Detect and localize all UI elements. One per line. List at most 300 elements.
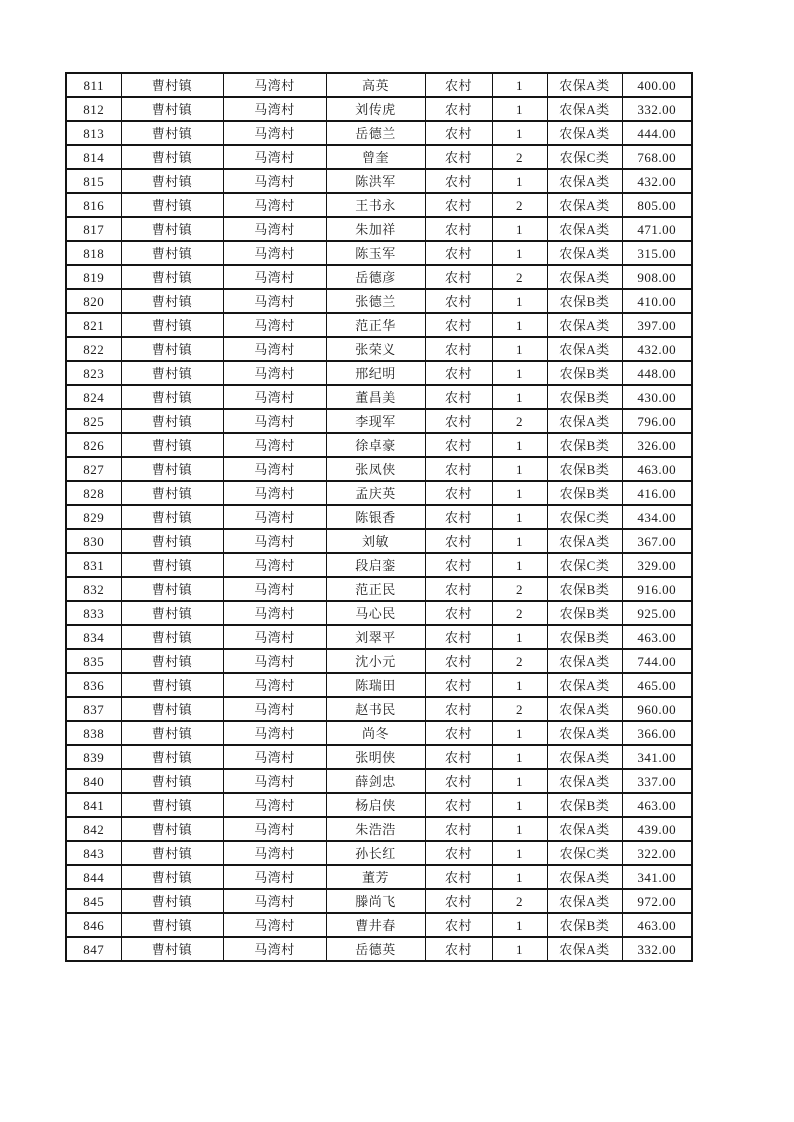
cell-category: 农村 (425, 649, 492, 673)
cell-person-name: 刘翠平 (326, 625, 425, 649)
cell-category: 农村 (425, 385, 492, 409)
cell-village: 马湾村 (223, 481, 326, 505)
cell-village: 马湾村 (223, 505, 326, 529)
table-row (66, 529, 692, 553)
table-row (66, 121, 692, 145)
cell-category: 农村 (425, 145, 492, 169)
cell-insurance-type: 农保A类 (547, 817, 622, 841)
cell-category: 农村 (425, 121, 492, 145)
cell-id: 825 (66, 409, 121, 433)
cell-person-name: 岳德兰 (326, 121, 425, 145)
cell-category: 农村 (425, 889, 492, 913)
cell-person-name: 陈洪军 (326, 169, 425, 193)
cell-person-name: 尚冬 (326, 721, 425, 745)
cell-amount: 960.00 (622, 697, 692, 721)
table-row (66, 553, 692, 577)
cell-town: 曹村镇 (121, 121, 223, 145)
cell-insurance-type: 农保A类 (547, 241, 622, 265)
cell-town: 曹村镇 (121, 769, 223, 793)
cell-village: 马湾村 (223, 625, 326, 649)
roster-table (65, 72, 693, 962)
cell-count: 1 (492, 817, 547, 841)
cell-count: 1 (492, 457, 547, 481)
cell-count: 1 (492, 841, 547, 865)
cell-person-name: 陈瑞田 (326, 673, 425, 697)
cell-town: 曹村镇 (121, 601, 223, 625)
cell-amount: 805.00 (622, 193, 692, 217)
cell-person-name: 陈银香 (326, 505, 425, 529)
cell-town: 曹村镇 (121, 817, 223, 841)
cell-count: 1 (492, 433, 547, 457)
table-row (66, 889, 692, 913)
table-row (66, 841, 692, 865)
table-row (66, 385, 692, 409)
table-row (66, 481, 692, 505)
cell-count: 1 (492, 865, 547, 889)
cell-village: 马湾村 (223, 313, 326, 337)
cell-id: 830 (66, 529, 121, 553)
table-row (66, 337, 692, 361)
cell-insurance-type: 农保A类 (547, 769, 622, 793)
cell-town: 曹村镇 (121, 289, 223, 313)
cell-category: 农村 (425, 409, 492, 433)
cell-insurance-type: 农保C类 (547, 505, 622, 529)
cell-village: 马湾村 (223, 241, 326, 265)
cell-village: 马湾村 (223, 817, 326, 841)
cell-category: 农村 (425, 841, 492, 865)
cell-village: 马湾村 (223, 385, 326, 409)
cell-town: 曹村镇 (121, 553, 223, 577)
cell-amount: 465.00 (622, 673, 692, 697)
table-row (66, 769, 692, 793)
cell-category: 农村 (425, 481, 492, 505)
cell-category: 农村 (425, 97, 492, 121)
cell-person-name: 高英 (326, 73, 425, 97)
cell-person-name: 刘敏 (326, 529, 425, 553)
cell-category: 农村 (425, 289, 492, 313)
cell-count: 1 (492, 121, 547, 145)
cell-village: 马湾村 (223, 553, 326, 577)
cell-insurance-type: 农保A类 (547, 529, 622, 553)
cell-person-name: 朱浩浩 (326, 817, 425, 841)
table-row (66, 577, 692, 601)
cell-town: 曹村镇 (121, 313, 223, 337)
cell-id: 834 (66, 625, 121, 649)
cell-town: 曹村镇 (121, 361, 223, 385)
cell-id: 840 (66, 769, 121, 793)
cell-insurance-type: 农保A类 (547, 673, 622, 697)
cell-count: 1 (492, 217, 547, 241)
cell-village: 马湾村 (223, 433, 326, 457)
cell-category: 农村 (425, 865, 492, 889)
cell-amount: 410.00 (622, 289, 692, 313)
table-row (66, 361, 692, 385)
cell-insurance-type: 农保B类 (547, 601, 622, 625)
cell-village: 马湾村 (223, 889, 326, 913)
cell-id: 843 (66, 841, 121, 865)
table-row (66, 673, 692, 697)
cell-id: 839 (66, 745, 121, 769)
cell-village: 马湾村 (223, 289, 326, 313)
cell-count: 1 (492, 481, 547, 505)
cell-amount: 463.00 (622, 913, 692, 937)
cell-village: 马湾村 (223, 577, 326, 601)
cell-count: 1 (492, 553, 547, 577)
cell-id: 822 (66, 337, 121, 361)
cell-insurance-type: 农保B类 (547, 481, 622, 505)
cell-town: 曹村镇 (121, 793, 223, 817)
cell-person-name: 张凤侠 (326, 457, 425, 481)
cell-insurance-type: 农保C类 (547, 841, 622, 865)
cell-category: 农村 (425, 625, 492, 649)
cell-amount: 341.00 (622, 745, 692, 769)
cell-amount: 400.00 (622, 73, 692, 97)
cell-insurance-type: 农保B类 (547, 793, 622, 817)
cell-insurance-type: 农保A类 (547, 745, 622, 769)
cell-id: 821 (66, 313, 121, 337)
cell-person-name: 王书永 (326, 193, 425, 217)
cell-category: 农村 (425, 913, 492, 937)
cell-id: 828 (66, 481, 121, 505)
cell-count: 2 (492, 265, 547, 289)
cell-town: 曹村镇 (121, 721, 223, 745)
cell-insurance-type: 农保B类 (547, 577, 622, 601)
cell-category: 农村 (425, 601, 492, 625)
cell-id: 816 (66, 193, 121, 217)
cell-count: 1 (492, 625, 547, 649)
cell-village: 马湾村 (223, 361, 326, 385)
table-row (66, 865, 692, 889)
cell-town: 曹村镇 (121, 241, 223, 265)
cell-insurance-type: 农保A类 (547, 73, 622, 97)
table-row (66, 217, 692, 241)
cell-count: 1 (492, 361, 547, 385)
cell-insurance-type: 农保A类 (547, 217, 622, 241)
cell-town: 曹村镇 (121, 529, 223, 553)
cell-amount: 430.00 (622, 385, 692, 409)
cell-amount: 444.00 (622, 121, 692, 145)
cell-amount: 332.00 (622, 937, 692, 961)
cell-id: 813 (66, 121, 121, 145)
cell-person-name: 马心民 (326, 601, 425, 625)
cell-insurance-type: 农保A类 (547, 169, 622, 193)
cell-amount: 439.00 (622, 817, 692, 841)
cell-insurance-type: 农保A类 (547, 121, 622, 145)
cell-count: 1 (492, 385, 547, 409)
cell-id: 812 (66, 97, 121, 121)
cell-category: 农村 (425, 769, 492, 793)
cell-id: 846 (66, 913, 121, 937)
cell-village: 马湾村 (223, 337, 326, 361)
table-row (66, 793, 692, 817)
cell-insurance-type: 农保A类 (547, 265, 622, 289)
cell-insurance-type: 农保A类 (547, 649, 622, 673)
cell-count: 1 (492, 529, 547, 553)
cell-insurance-type: 农保B类 (547, 385, 622, 409)
cell-amount: 796.00 (622, 409, 692, 433)
cell-village: 马湾村 (223, 697, 326, 721)
cell-person-name: 滕尚飞 (326, 889, 425, 913)
cell-amount: 322.00 (622, 841, 692, 865)
cell-insurance-type: 农保B类 (547, 457, 622, 481)
cell-person-name: 孟庆英 (326, 481, 425, 505)
cell-category: 农村 (425, 313, 492, 337)
cell-id: 826 (66, 433, 121, 457)
table-row (66, 625, 692, 649)
cell-person-name: 张荣义 (326, 337, 425, 361)
table-row (66, 457, 692, 481)
table-row (66, 289, 692, 313)
cell-amount: 332.00 (622, 97, 692, 121)
cell-amount: 434.00 (622, 505, 692, 529)
cell-person-name: 张明侠 (326, 745, 425, 769)
cell-town: 曹村镇 (121, 265, 223, 289)
cell-town: 曹村镇 (121, 577, 223, 601)
cell-town: 曹村镇 (121, 913, 223, 937)
cell-category: 农村 (425, 553, 492, 577)
cell-town: 曹村镇 (121, 457, 223, 481)
cell-town: 曹村镇 (121, 169, 223, 193)
cell-id: 845 (66, 889, 121, 913)
cell-count: 1 (492, 721, 547, 745)
cell-town: 曹村镇 (121, 409, 223, 433)
cell-category: 农村 (425, 169, 492, 193)
cell-category: 农村 (425, 745, 492, 769)
cell-id: 831 (66, 553, 121, 577)
cell-town: 曹村镇 (121, 889, 223, 913)
cell-insurance-type: 农保A类 (547, 865, 622, 889)
cell-person-name: 董昌美 (326, 385, 425, 409)
cell-amount: 432.00 (622, 169, 692, 193)
table-row (66, 409, 692, 433)
cell-count: 1 (492, 769, 547, 793)
cell-id: 819 (66, 265, 121, 289)
cell-town: 曹村镇 (121, 385, 223, 409)
cell-village: 马湾村 (223, 193, 326, 217)
cell-count: 1 (492, 673, 547, 697)
cell-count: 1 (492, 289, 547, 313)
cell-person-name: 岳德彦 (326, 265, 425, 289)
cell-village: 马湾村 (223, 865, 326, 889)
cell-count: 2 (492, 409, 547, 433)
cell-person-name: 刘传虎 (326, 97, 425, 121)
cell-town: 曹村镇 (121, 649, 223, 673)
cell-id: 817 (66, 217, 121, 241)
table-body (66, 73, 692, 961)
cell-id: 818 (66, 241, 121, 265)
table-row (66, 145, 692, 169)
cell-person-name: 范正民 (326, 577, 425, 601)
cell-amount: 925.00 (622, 601, 692, 625)
cell-category: 农村 (425, 265, 492, 289)
cell-insurance-type: 农保C类 (547, 553, 622, 577)
cell-category: 农村 (425, 73, 492, 97)
cell-amount: 416.00 (622, 481, 692, 505)
cell-id: 841 (66, 793, 121, 817)
cell-town: 曹村镇 (121, 745, 223, 769)
cell-id: 811 (66, 73, 121, 97)
cell-amount: 448.00 (622, 361, 692, 385)
cell-amount: 916.00 (622, 577, 692, 601)
cell-amount: 397.00 (622, 313, 692, 337)
cell-id: 827 (66, 457, 121, 481)
cell-village: 马湾村 (223, 913, 326, 937)
cell-person-name: 曹井春 (326, 913, 425, 937)
cell-person-name: 董芳 (326, 865, 425, 889)
cell-insurance-type: 农保A类 (547, 937, 622, 961)
cell-count: 2 (492, 889, 547, 913)
cell-category: 农村 (425, 793, 492, 817)
cell-id: 838 (66, 721, 121, 745)
cell-person-name: 杨启侠 (326, 793, 425, 817)
cell-count: 2 (492, 145, 547, 169)
cell-village: 马湾村 (223, 73, 326, 97)
cell-village: 马湾村 (223, 937, 326, 961)
cell-person-name: 岳德英 (326, 937, 425, 961)
cell-town: 曹村镇 (121, 73, 223, 97)
cell-id: 835 (66, 649, 121, 673)
cell-village: 马湾村 (223, 169, 326, 193)
cell-village: 马湾村 (223, 841, 326, 865)
cell-person-name: 李现军 (326, 409, 425, 433)
cell-town: 曹村镇 (121, 337, 223, 361)
cell-insurance-type: 农保B类 (547, 289, 622, 313)
cell-village: 马湾村 (223, 673, 326, 697)
cell-amount: 463.00 (622, 625, 692, 649)
cell-id: 820 (66, 289, 121, 313)
cell-count: 2 (492, 193, 547, 217)
cell-category: 农村 (425, 193, 492, 217)
cell-category: 农村 (425, 721, 492, 745)
cell-village: 马湾村 (223, 457, 326, 481)
table-row (66, 193, 692, 217)
cell-amount: 341.00 (622, 865, 692, 889)
cell-count: 1 (492, 241, 547, 265)
cell-count: 1 (492, 313, 547, 337)
cell-person-name: 邢纪明 (326, 361, 425, 385)
cell-id: 829 (66, 505, 121, 529)
table-row (66, 913, 692, 937)
cell-id: 814 (66, 145, 121, 169)
cell-village: 马湾村 (223, 217, 326, 241)
cell-amount: 337.00 (622, 769, 692, 793)
cell-person-name: 薛剑忠 (326, 769, 425, 793)
table-row (66, 505, 692, 529)
cell-town: 曹村镇 (121, 145, 223, 169)
cell-category: 农村 (425, 433, 492, 457)
cell-insurance-type: 农保A类 (547, 337, 622, 361)
cell-town: 曹村镇 (121, 97, 223, 121)
cell-category: 农村 (425, 529, 492, 553)
cell-id: 836 (66, 673, 121, 697)
cell-category: 农村 (425, 361, 492, 385)
cell-person-name: 沈小元 (326, 649, 425, 673)
cell-id: 837 (66, 697, 121, 721)
cell-amount: 744.00 (622, 649, 692, 673)
cell-town: 曹村镇 (121, 217, 223, 241)
cell-count: 1 (492, 745, 547, 769)
cell-village: 马湾村 (223, 121, 326, 145)
cell-village: 马湾村 (223, 745, 326, 769)
cell-id: 832 (66, 577, 121, 601)
table-row (66, 169, 692, 193)
cell-insurance-type: 农保A类 (547, 193, 622, 217)
cell-person-name: 朱加祥 (326, 217, 425, 241)
cell-category: 农村 (425, 241, 492, 265)
cell-amount: 972.00 (622, 889, 692, 913)
cell-town: 曹村镇 (121, 505, 223, 529)
cell-category: 农村 (425, 457, 492, 481)
cell-village: 马湾村 (223, 649, 326, 673)
cell-category: 农村 (425, 673, 492, 697)
cell-amount: 367.00 (622, 529, 692, 553)
cell-town: 曹村镇 (121, 433, 223, 457)
cell-category: 农村 (425, 217, 492, 241)
cell-id: 815 (66, 169, 121, 193)
cell-person-name: 张德兰 (326, 289, 425, 313)
cell-id: 847 (66, 937, 121, 961)
cell-id: 833 (66, 601, 121, 625)
cell-count: 1 (492, 505, 547, 529)
cell-category: 农村 (425, 697, 492, 721)
cell-count: 2 (492, 697, 547, 721)
cell-amount: 908.00 (622, 265, 692, 289)
cell-town: 曹村镇 (121, 697, 223, 721)
cell-category: 农村 (425, 817, 492, 841)
cell-person-name: 曾奎 (326, 145, 425, 169)
cell-count: 1 (492, 913, 547, 937)
cell-town: 曹村镇 (121, 673, 223, 697)
cell-person-name: 范正华 (326, 313, 425, 337)
cell-insurance-type: 农保A类 (547, 409, 622, 433)
cell-village: 马湾村 (223, 97, 326, 121)
cell-amount: 471.00 (622, 217, 692, 241)
cell-amount: 315.00 (622, 241, 692, 265)
cell-count: 1 (492, 793, 547, 817)
cell-count: 1 (492, 73, 547, 97)
cell-town: 曹村镇 (121, 193, 223, 217)
cell-insurance-type: 农保C类 (547, 145, 622, 169)
cell-town: 曹村镇 (121, 841, 223, 865)
table-row (66, 73, 692, 97)
cell-insurance-type: 农保A类 (547, 313, 622, 337)
cell-person-name: 段启銮 (326, 553, 425, 577)
cell-id: 823 (66, 361, 121, 385)
cell-amount: 463.00 (622, 457, 692, 481)
cell-amount: 366.00 (622, 721, 692, 745)
cell-person-name: 陈玉军 (326, 241, 425, 265)
table-row (66, 97, 692, 121)
cell-id: 844 (66, 865, 121, 889)
cell-village: 马湾村 (223, 769, 326, 793)
cell-village: 马湾村 (223, 265, 326, 289)
table-row (66, 313, 692, 337)
cell-amount: 768.00 (622, 145, 692, 169)
cell-amount: 329.00 (622, 553, 692, 577)
cell-category: 农村 (425, 505, 492, 529)
cell-person-name: 赵书民 (326, 697, 425, 721)
cell-category: 农村 (425, 577, 492, 601)
cell-village: 马湾村 (223, 145, 326, 169)
cell-village: 马湾村 (223, 601, 326, 625)
cell-count: 1 (492, 169, 547, 193)
cell-town: 曹村镇 (121, 625, 223, 649)
table-row (66, 697, 692, 721)
cell-id: 824 (66, 385, 121, 409)
cell-insurance-type: 农保A类 (547, 889, 622, 913)
cell-amount: 432.00 (622, 337, 692, 361)
cell-person-name: 徐卓豪 (326, 433, 425, 457)
